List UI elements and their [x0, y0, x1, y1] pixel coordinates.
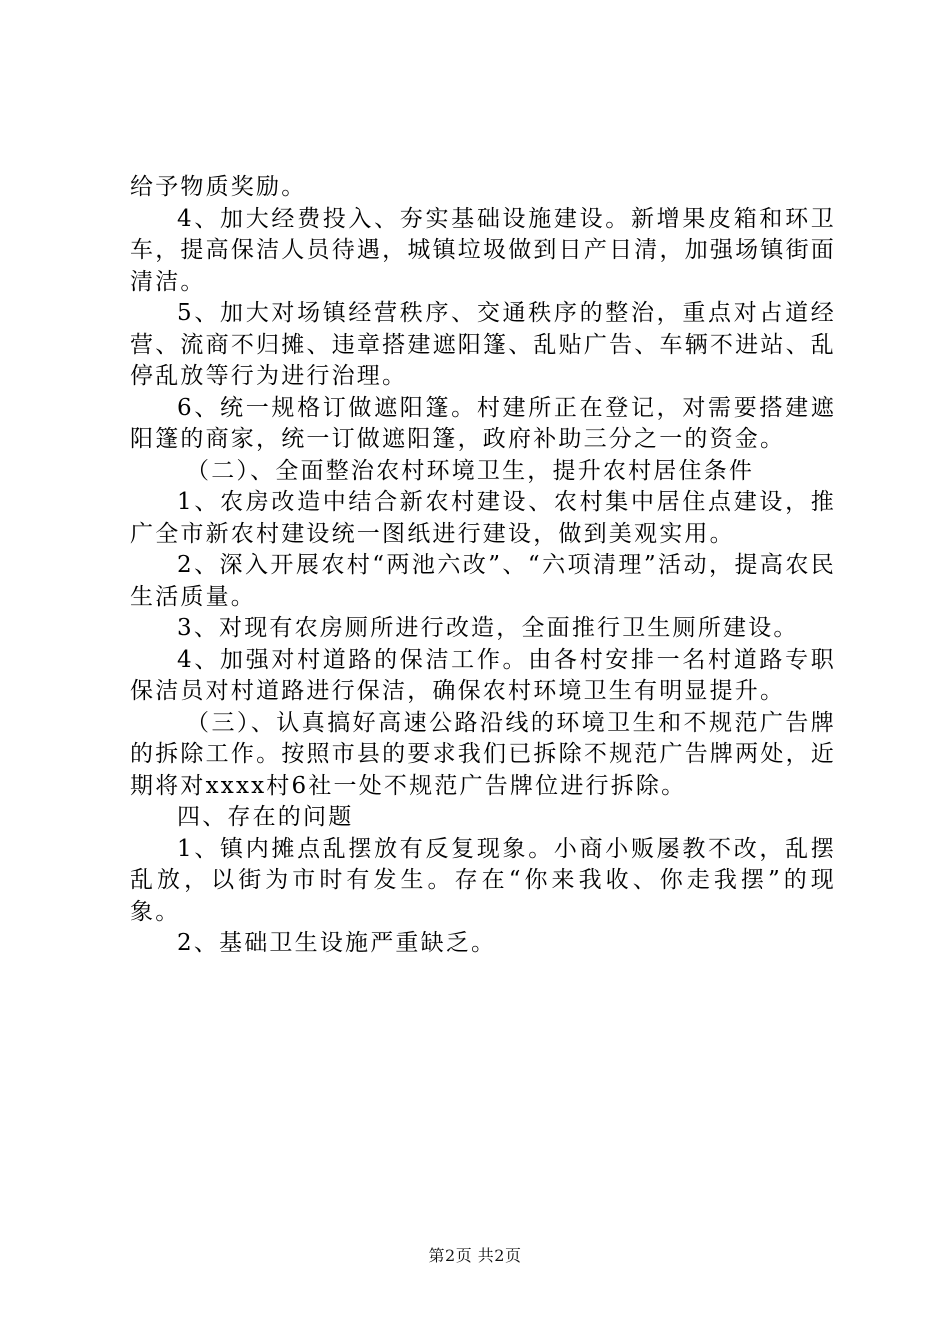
paragraph-rural-item-1: 1、农房改造中结合新农村建设、农村集中居住点建设，推广全市新农村建设统一图纸进行建设，做到美观实用。: [130, 489, 836, 547]
paragraph-item-6-awning: 6、统一规格订做遮阳篷。村建所正在登记，对需要搭建遮阳篷的商家，统一订做遮阳篷，政府补助三分之一的资金。: [130, 394, 836, 452]
paragraph-rural-item-3: 3、对现有农房厕所进行改造，全面推行卫生厕所建设。: [177, 615, 799, 641]
paragraph-item-5-order: 5、加大对场镇经营秩序、交通秩序的整治，重点对占道经营、流商不归摊、违章搭建遮阳篷、乱贴广告、车辆不进站、乱停乱放等行为进行治理。: [130, 300, 836, 389]
paragraph-reward-continuation: 给予物质奖励。: [130, 174, 307, 200]
paragraph-problem-2: 2、基础卫生设施严重缺乏。: [177, 930, 497, 956]
page-number-footer: 第2页 共2页: [428, 1246, 522, 1265]
section-paragraph-highway: （三）、认真搞好高速公路沿线的环境卫生和不规范广告牌的拆除工作。按照市县的要求我们已拆除不规范广告牌两处，近期将对xxxx村6社一处不规范广告牌位进行拆除。: [130, 709, 836, 799]
paragraph-problem-1: 1、镇内摊点乱摆放有反复现象。小商小贩屡教不改，乱摆乱放，以街为市时有发生。存在“你来我收、你走我摆”的现象。: [130, 835, 836, 925]
paragraph-item-4-funding: 4、加大经费投入、夯实基础设施建设。新增果皮箱和环卫车，提高保洁人员待遇，城镇垃圾做到日产日清，加强场镇街面清洁。: [130, 205, 836, 295]
document-body: [130, 172, 836, 960]
paragraph-rural-item-2: 2、深入开展农村“两池六改”、“六项清理”活动，提高农民生活质量。: [130, 552, 836, 610]
section-heading-problems: 四、存在的问题: [177, 804, 354, 830]
paragraph-rural-item-4: 4、加强对村道路的保洁工作。由各村安排一名村道路专职保洁员对村道路进行保洁，确保农村环境卫生有明显提升。: [130, 646, 836, 704]
section-heading-rural: （二）、全面整治农村环境卫生，提升农村居住条件: [186, 457, 755, 484]
